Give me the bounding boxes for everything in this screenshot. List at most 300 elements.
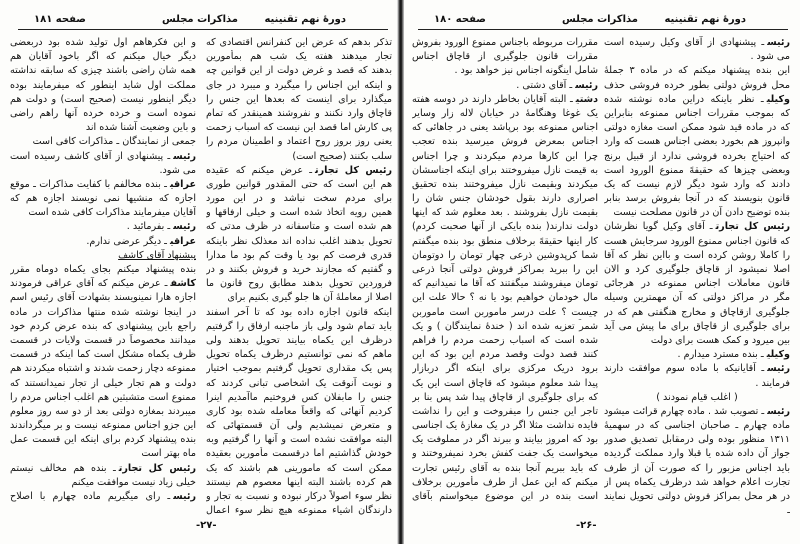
line-text: این بنده پیشنهاد میکنم که در ماده ۳ جملهٔ <box>604 65 790 77</box>
line-text: به قیمت نازل میفروختند برای اینکه اجناسشان <box>412 164 598 176</box>
text-line <box>206 348 392 362</box>
text-line <box>10 64 196 78</box>
text-line <box>10 178 196 192</box>
text-line <box>604 433 790 447</box>
line-text: و نوبت آنوقت یک اشخاصی تبانی کردند که <box>206 377 392 389</box>
speaker-name: عراقی <box>169 178 196 190</box>
line-text: هم کرده باشند البته اینها معصوم هم نیستند <box>206 476 392 488</box>
book-gutter <box>397 0 404 544</box>
line-text: ـ آقای وکیل گویا نظرشان <box>604 221 713 233</box>
line-text: همه شان راضی باشند چیزی که سابقه نداشته <box>10 65 196 77</box>
text-line <box>10 447 196 461</box>
text-line <box>10 291 196 305</box>
line-text: قانون معاملات اجناس ممنوعه در هرجائی <box>604 278 790 290</box>
speaker-name: رئیس کل تجارت <box>315 164 392 176</box>
line-text: شامل اینگونه اجناس نیز خواهد بود . <box>454 65 598 77</box>
header-rule <box>18 29 388 30</box>
text-line <box>206 391 392 405</box>
line-text: باید تمام شود ولی باز ماجنبه ارفاق را گرفتیم <box>206 320 392 332</box>
text-line <box>10 93 196 107</box>
stage-note: ( اغلب قیام نمودند ) <box>656 391 738 403</box>
line-text: ـ عرض میکنم که آقای عراقی فرمودند <box>10 278 168 290</box>
text-line <box>604 249 790 263</box>
line-text: محل فروش دولتی بطور خرده فروشی حذف <box>604 79 790 91</box>
line-text: ممنوعه دچار زحمت شدند و اشتباه میکردند هم <box>10 363 196 375</box>
text-line <box>604 362 790 376</box>
text-line <box>604 490 790 504</box>
speaker-name: رئیس <box>173 491 196 502</box>
text-line <box>206 263 392 277</box>
line-text: کنند قصد دولت وقصد مردم این بود که این <box>412 349 598 361</box>
speaker-name: رئیس کل تجارت <box>118 462 196 474</box>
line-text: می شود . <box>750 51 790 63</box>
line-text: قانون بنویسند که در آنجا بفروش برسد بنابر <box>604 193 790 205</box>
text-line <box>206 178 392 192</box>
line-text: کردیم آنهائی که واقعاً معامله شده بود کاری <box>206 405 392 417</box>
line-text: میخواست یک جفت کفش بخرد نمیفروختند و <box>412 448 598 460</box>
line-text: برود دریک مرکزی برای اینکه اگر دربازار <box>412 363 598 375</box>
text-line <box>10 220 196 234</box>
text-line <box>206 220 392 234</box>
line-text: این را ببرید بمراکز فروش دولتی آنجا ذرعی <box>412 264 598 275</box>
line-text: وبعضی چیزها که حقیقهً ممنوع الورود است <box>604 164 790 176</box>
text-line <box>206 490 392 504</box>
text-line <box>604 348 790 362</box>
text-line <box>412 433 598 447</box>
text-line <box>206 206 392 220</box>
text-line <box>412 277 598 291</box>
text-line <box>604 79 790 93</box>
text-line <box>10 433 196 447</box>
text-line <box>10 277 196 291</box>
text-line <box>604 263 790 277</box>
text-line <box>10 235 196 249</box>
text-line <box>10 36 196 50</box>
page-footer-number: -۲۶- <box>576 520 597 531</box>
line-text: خودش گذاشتیم اما درقسمت مأمورین بعقیده <box>206 448 392 460</box>
text-line <box>206 447 392 461</box>
line-text: ـ رای میگیریم ماده چهارم با اصلاح <box>10 491 171 502</box>
line-text: مملکت اول شاید اینطور که میفرمایند بوده <box>10 79 196 91</box>
text-line <box>604 447 790 461</box>
text-line <box>604 334 790 348</box>
line-text: جمعی از نمایندگان ـ مذاکرات کافی است <box>32 136 196 148</box>
line-text: میگذارد برای اینست که بعدها این جنس را <box>206 93 392 105</box>
line-text: سلب بکنند (صحیح است) <box>292 150 392 162</box>
text-line <box>10 164 196 178</box>
text-line <box>604 405 790 419</box>
line-text: بنده پیشنهاد میکنم بجای یکماه دوماه مقرر <box>10 264 196 275</box>
speaker-name: رئیس <box>575 79 598 91</box>
line-text: پس یک مقداری تحویل گرفتیم بموجب اختیار <box>206 363 392 375</box>
line-text: ماده چهارم ـ صاحبان اجناسی که در سهمیهٔ <box>604 420 790 432</box>
line-text: فرمایند . <box>755 377 790 389</box>
line-text: تجارت اعلام خواهد شد درظرف یکماه پس از <box>604 476 790 488</box>
line-text: می شود. <box>159 164 196 176</box>
line-text: پی کارش اما قصد این نیست که اسباب زحمت <box>206 122 392 134</box>
line-text: ـ البته آقایان بخاطر دارند در دوسه هفته <box>412 93 573 105</box>
line-text: بقیمت نازل بفروشند . بعد معلوم شد که اینها <box>412 207 598 219</box>
line-text: دارندگان اشیاء ممنوعه هیچ نظر سوء اعمال <box>206 505 392 517</box>
line-text: شما کرپدوشین ذرعی چهار تومان را دوتومان <box>412 249 598 261</box>
text-line <box>604 107 790 121</box>
text-line <box>604 320 790 334</box>
text-line <box>10 462 196 476</box>
line-text: اصلا نمیشود از قاچاق جلوگیری کرد و الان <box>604 264 790 275</box>
text-line <box>412 391 598 405</box>
line-text: میکنم که این عمل از طرف مأمورین برخلاف <box>412 476 598 488</box>
text-line <box>206 192 392 206</box>
line-text: ـ بنده مخالفم با کفایت مذاکرات ـ موقع <box>10 178 167 190</box>
line-text: و گفتیم که مجازند خرید و فروش بکنند و در <box>206 264 392 275</box>
text-line <box>206 135 392 149</box>
text-line <box>604 306 790 320</box>
text-line <box>412 235 598 249</box>
text-line <box>604 235 790 249</box>
text-line <box>412 164 598 178</box>
text-line <box>206 79 392 93</box>
line-text: ۱۳۱۱ منظور بوده ولی درمقابل تصدیق صدور <box>604 434 790 446</box>
line-text: البته موافقت نشده است و آنها را گرفتیم وبه <box>206 434 392 446</box>
line-text: فایده نداشت مثلا اگر در یک مغازهٔ یک اجناسی <box>412 420 598 432</box>
page-number: صفحه ۱۸۰ <box>434 14 486 25</box>
line-text: راجع باین پیشنهادی که بنده عرض کردم خود <box>10 320 196 332</box>
line-text: هم این است که حتی المقدور قوانین طوری <box>206 178 392 190</box>
text-line <box>412 462 598 476</box>
line-text: است بنده در این موضوع میخواستم بآقای <box>412 491 598 502</box>
text-line <box>206 377 392 391</box>
line-text: جلوگیری ازقاچاق و مخارج هنگفتی هم که در <box>604 306 790 318</box>
line-text: دولت ندارند( بنده بایکی از آنها صحبت کردم) <box>412 221 598 233</box>
text-line <box>206 362 392 376</box>
text-column-left <box>412 36 598 504</box>
text-line <box>206 36 392 50</box>
text-line <box>412 206 598 220</box>
line-text: ـ دیگر عرضی ندارم. <box>86 235 167 247</box>
line-text: درظرف این یکماه بیایند تحویل بدهند ولی <box>206 334 392 346</box>
text-line <box>604 164 790 178</box>
text-line <box>206 334 392 348</box>
line-text: یک غوغا وهنگامهٔ در خیابان لاله زار وسایر <box>412 107 598 119</box>
line-text: نظر سوء اصولاً درکار نبوده و نسبت به تجار و <box>206 491 392 502</box>
text-line <box>206 164 392 178</box>
text-line <box>412 79 598 93</box>
line-text: ممکن است که مامورینی هم باشند که یک <box>206 462 392 474</box>
text-line <box>604 291 790 305</box>
text-line <box>10 263 196 277</box>
line-text: بدهند که قصد و غرض دولت از این قوانین چه <box>206 65 392 77</box>
line-text: آقایان میفرمایند مذاکرات کافی شده است <box>28 207 196 219</box>
line-text: جواز آن داده شده یا قبلا وارد مملکت گردیده <box>604 448 790 460</box>
line-text: برای مردم سخت نباشد و در این مورد <box>206 193 392 205</box>
text-line <box>412 419 598 433</box>
line-text: مال خودمان خواهیم بود یا نه ؟ حالا علت این <box>412 292 598 304</box>
line-text: اجناس بمعرض فروش میرسید بنده تعجب <box>412 136 598 148</box>
line-text: در هر محل بمراکز فروش دولتی تحویل نمایند <box>604 491 790 502</box>
line-text: یعنی روز بروز روح اعتماد و اطمینان مردم را <box>206 136 392 148</box>
line-text: میبردند بمغازه دولتی بعد از دو سه روز معلوم <box>10 405 196 417</box>
text-line <box>412 348 598 362</box>
line-text: چیست ؟ علت درسر ماموربن است ماموربن <box>412 306 598 318</box>
text-line <box>412 291 598 305</box>
line-text: نموده است و خرده خرده آنها راهم راضی <box>10 107 196 119</box>
line-text: میکردند وبقیمت نازل میفروختند بنده تحقیق <box>412 178 598 190</box>
line-text: که در ماده قید شود ممکن است مغازه دولتی <box>604 122 790 134</box>
line-text: ـ آقایانیکه با ماده سوم موافقت دارند <box>604 363 765 375</box>
line-text: بنده توضیح دادن آن در قانون مصلحت نیست <box>613 207 790 219</box>
line-text: تجار میدهند هفته یک شب هم بمأمورین <box>206 51 392 63</box>
text-line <box>412 107 598 121</box>
text-line <box>10 391 196 405</box>
text-line <box>604 206 790 220</box>
text-line <box>206 50 392 64</box>
text-column-right <box>206 36 392 518</box>
text-line <box>206 462 392 476</box>
text-line <box>206 64 392 78</box>
text-line <box>206 291 392 305</box>
text-line <box>10 419 196 433</box>
text-line <box>206 277 392 291</box>
text-line <box>604 220 790 234</box>
text-column-right <box>604 36 790 518</box>
line-text: همین رویه اتخاذ شده است و خیلی ارفاقها و <box>206 207 392 219</box>
line-text: تذکر بدهم که عرض این کنفرانس اقتصادی که <box>206 37 392 48</box>
text-line <box>412 150 598 164</box>
line-text: قاچاق وارد نکنند و نفروشند همینقدر که تمام <box>206 107 392 119</box>
speaker-name: رئیس <box>173 221 196 233</box>
text-line <box>412 377 598 391</box>
running-header <box>414 10 786 28</box>
line-text: این جزو اجناس ممنوعه نیست و بر میگرداندند <box>10 420 196 432</box>
line-text: تومان میفروشند میگفتند که آقا ما نمیدانیم که <box>412 278 598 290</box>
running-header <box>14 10 386 28</box>
text-line <box>206 150 392 164</box>
speaker-name: عراقی <box>169 235 196 247</box>
text-line <box>412 135 598 149</box>
speaker-name: رئیس <box>173 150 196 162</box>
text-line <box>10 334 196 348</box>
text-line <box>206 93 392 107</box>
line-text: مقررات قانون جلوگیری از قاچاق اجناس <box>412 51 598 63</box>
text-line <box>412 320 598 334</box>
text-line <box>412 249 598 263</box>
line-text: که باید ببریم آنجا بنده به آقای رئیس تجارت <box>412 462 598 474</box>
line-text: دادند که وارد شود دیگر لازم نیست که یک <box>604 178 790 190</box>
text-line <box>206 121 392 135</box>
text-line <box>604 377 790 391</box>
line-text: وانپروز هم بخورد بعضی اجناس هست که وارد <box>604 136 790 148</box>
line-text: شده است که اسباب زحمت مردم را فراهم <box>412 334 598 346</box>
line-text: خیلی زیاد نیست موافقت میکنم <box>71 476 196 488</box>
text-line <box>412 36 598 50</box>
line-text: کار اینها حقیقهً برخلاف منطق بود بنده میگفتم <box>412 235 598 247</box>
line-text: فروردین تحویل بدهند مطابق روح قانون ما <box>206 278 392 290</box>
text-line <box>206 235 392 249</box>
page-footer-number: -۲۷- <box>196 520 217 531</box>
text-line <box>412 64 598 78</box>
text-line <box>412 93 598 107</box>
text-line <box>206 433 392 447</box>
speaker-name: دشتی <box>575 93 598 105</box>
text-line <box>412 405 598 419</box>
line-text: که بموجب مقررات اجناس ممنوعه بنابراین <box>604 107 790 119</box>
text-line <box>10 476 196 490</box>
line-text: ـ <box>787 505 790 517</box>
line-text: ـ عرض میکنم که عقیده <box>206 164 313 176</box>
line-text: ـ نظر باینکه دراین ماده نوشته شده <box>604 93 764 105</box>
page-180 <box>400 0 800 544</box>
line-text: که قانون اجناس ممنوع الورود سرجایش هست <box>604 235 790 247</box>
line-text: اجازه هارا نمینویسند بشهادت آقای رئیس اسم <box>10 292 196 304</box>
line-text: شمر تعزیه شده اند ( خندهٔ نمایندگان ) و یک <box>412 320 598 332</box>
text-line <box>206 476 392 490</box>
line-text: اجناس ممنوعه بود برپاشد یعنی در جاهائی که <box>412 122 598 134</box>
text-line <box>412 306 598 320</box>
text-line <box>412 121 598 135</box>
line-text: و اینکه این اجناس را میگیرد و میبرد در جای <box>206 79 392 91</box>
text-line <box>604 419 790 433</box>
line-text: دیگر خیال میکنم که اگر باخود آقایان هم <box>10 51 196 63</box>
text-line <box>10 79 196 93</box>
text-line <box>604 64 790 78</box>
text-line <box>604 178 790 192</box>
text-line <box>604 135 790 149</box>
line-text: هم شده است و متاسفانه در ظرف مدتی که <box>206 221 392 233</box>
text-line <box>10 150 196 164</box>
line-text: اصلا از معاملهٔ آن ها جلو گیری بکنیم برای <box>227 292 392 304</box>
line-text: تحویل بدهند اغلب نداده اند معذلک نظر باینکه <box>206 235 392 247</box>
text-line <box>10 249 196 263</box>
line-text: در اینجا نوشته شده منتها مذاکرات در ماده <box>10 306 196 318</box>
text-line <box>604 50 790 64</box>
text-column-left <box>10 36 196 504</box>
line-text: دولت و هم تجار خیلی از تجار نمیدانستند که <box>10 377 196 389</box>
line-text: اصراری دارند بقول خودشان جنس شان را <box>412 193 598 205</box>
text-line <box>10 490 196 504</box>
page-number: صفحه ۱۸۱ <box>34 14 86 25</box>
text-line <box>412 50 598 64</box>
line-text: جنس را مابفلان کس فروختیم ماآمدیم اینرا <box>206 391 392 403</box>
line-text: ماه بهتر است <box>141 448 196 460</box>
text-line <box>604 391 790 405</box>
proposal-heading: پیشنهاد آقای کاشف <box>118 249 196 261</box>
text-line <box>412 192 598 206</box>
speaker-name: رئیس <box>767 37 790 48</box>
text-line <box>10 405 196 419</box>
text-line <box>604 36 790 50</box>
line-text: پیدا شد معلوم میشود که قاچاق است این یک <box>412 377 598 389</box>
text-line <box>206 249 392 263</box>
line-text: بین میرود و کمک هست برای دولت <box>650 334 790 346</box>
text-line <box>604 462 790 476</box>
line-text: و متعرض نمیشدیم ولی آن قسمتهائی که <box>206 420 392 432</box>
text-line <box>604 504 790 518</box>
text-line <box>10 320 196 334</box>
line-text: قدری فرصت کم بود یا وقت کم بود ما مدارا <box>206 249 392 261</box>
text-line <box>10 348 196 362</box>
line-text: ـ بنده مسترد میدارم . <box>677 349 764 361</box>
text-line <box>604 277 790 291</box>
line-text: اجازه که منشیها نمی نویسند اجازه هم که <box>10 193 196 205</box>
line-text: ـ تصویب شد . ماده چهارم قرائت میشود <box>604 405 765 417</box>
line-text: که احتیاج بخرده فروشی ندارد از قبیل برنج <box>604 150 790 162</box>
header-rule <box>418 29 788 30</box>
text-line <box>10 107 196 121</box>
line-text: ممنوع است متشبثین هم اغلب اجناس مردم را <box>10 391 196 403</box>
speaker-name: رئیس <box>767 363 790 375</box>
text-line <box>412 447 598 461</box>
line-text: ظرف یکماه مشکل است کما اینکه در قسمت <box>10 349 196 361</box>
line-text: و این فکرهاهم اول تولید شده بود دربعضی <box>10 37 196 48</box>
line-text: و باین وضعیت آشنا شده اند <box>85 122 196 134</box>
line-text: مگر در مراکز دولتی که آن مهمترین وسیله <box>604 292 790 304</box>
line-text: را کاملا روشن کرده است و بااین نظر که آقا <box>604 249 790 261</box>
line-text: ـ آقای دشتی . <box>516 79 573 91</box>
speaker-name: رئیس کل تجارت <box>715 221 790 233</box>
line-text: تاجر این جنس را میفروخت و این را نداشت <box>412 405 598 417</box>
line-text: ماهم که نمی توانستیم درظرف یکماه تحویل <box>206 349 392 361</box>
line-text: مقررات مربوطه باجناس ممنوع الورود بفروش <box>412 37 598 48</box>
speaker-name: وکیلی <box>766 93 790 105</box>
text-line <box>412 220 598 234</box>
text-line <box>10 50 196 64</box>
line-text: برای جلوگیری از قاچاق برای ما پیش می آید <box>604 320 790 332</box>
text-line <box>412 263 598 277</box>
text-line <box>206 405 392 419</box>
text-line <box>206 504 392 518</box>
text-line <box>206 419 392 433</box>
text-line <box>10 192 196 206</box>
text-line <box>10 135 196 149</box>
session-label: دورهٔ نهم تقنینیه <box>664 14 746 25</box>
line-text: باید اجناس مزبور را که صورت آن از طرف <box>604 462 790 474</box>
line-text: میدانند مخصوصاً در قسمت ولایات در قسمت <box>10 334 196 346</box>
text-line <box>604 121 790 135</box>
line-text: اینکه قانون اجازه داده بود که تا آخر اسفند <box>206 306 392 318</box>
text-line <box>412 362 598 376</box>
line-text: دیگر اینطور نیست (صحیح است) و دولت هم <box>10 93 196 105</box>
text-line <box>412 334 598 348</box>
speaker-name: کاشف <box>170 278 196 290</box>
text-line <box>604 150 790 164</box>
line-text: ـ پیشنهادی از آقای وکیل رسیده است <box>604 37 765 48</box>
text-line <box>604 93 790 107</box>
text-line <box>10 362 196 376</box>
text-line <box>412 490 598 504</box>
text-line <box>604 476 790 490</box>
line-text: که برای جلوگیری از قاچاق پیدا شد پس بنا بر <box>412 391 598 403</box>
speaker-name: رئیس <box>767 405 790 417</box>
line-text: ـ پیشنهادی از آقای کاشف رسیده است <box>10 150 171 162</box>
text-line <box>10 377 196 391</box>
line-text: بود که امروز بیایند و ببرند اگر در مملوفت یک <box>412 434 598 446</box>
line-text: چرا این کارها مردم میکردند و چرا اجناس <box>412 150 598 162</box>
session-label: دورهٔ نهم تقنینیه <box>264 14 346 25</box>
text-line <box>604 192 790 206</box>
line-text: ـ بنده هم مخالف نیستم <box>10 462 116 474</box>
text-line <box>10 306 196 320</box>
speaker-name: وکیلی <box>766 349 790 361</box>
line-text: ـ بفرمائید . <box>126 221 171 233</box>
line-text: بنده پیشنهاد کردم برای اینکه این قسمت عمل <box>10 434 196 446</box>
text-line <box>412 178 598 192</box>
header-title: مذاکرات مجلس <box>561 14 638 25</box>
text-line <box>10 121 196 135</box>
text-line <box>412 476 598 490</box>
text-line <box>206 306 392 320</box>
text-line <box>206 320 392 334</box>
text-line <box>206 107 392 121</box>
